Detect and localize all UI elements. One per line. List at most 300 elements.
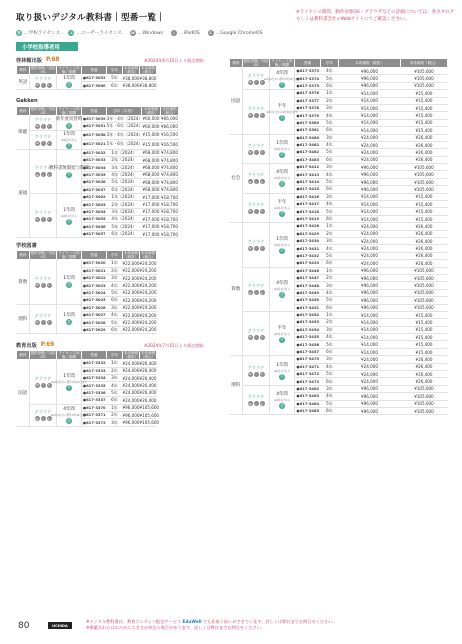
price-in-tax: ¥26,400 [401,252,448,259]
product-code: ●617-3374 [296,76,320,81]
product-code: ●617-3057 [82,232,106,237]
grade: 4年 [107,282,123,289]
grade: 4年 [321,289,339,296]
school-license-icon: 学 [67,172,71,177]
header-price-in: 本体価格（税込） [140,351,156,360]
price-ex-tax: ¥24,000 [339,230,401,237]
windows-icon: W [248,150,252,155]
price-in-tax: ¥24,200 [139,283,157,289]
license-cell [270,267,295,311]
os-icons [248,335,265,340]
ipados-icon: i [254,113,259,118]
price-ex-tax: ¥24,000 [339,223,401,230]
chromeos-icon: C [260,209,264,214]
price-in-tax: ¥18,700 [161,231,178,237]
grade: 6年 [321,82,339,89]
price-table [16,106,179,238]
price-ex-tax: ¥60,000 [142,116,160,122]
os-icons [248,113,265,118]
price-ex-tax: ¥14,000 [339,319,401,326]
license-term: 半年 [277,103,287,109]
price-ex-tax: ¥14,000 [339,90,401,97]
grade: 4年 [321,112,339,119]
price-ex-tax: ¥24,000 [122,383,140,389]
license-note: ※4月1日から翌年3月31日まで [50,414,88,418]
platform-cell [30,115,57,130]
price-ex-tax: ¥14,000 [339,112,401,119]
header-price-in: 本体価格（税込） [140,251,156,260]
price-ex-tax: ¥22,000 [122,297,140,303]
windows-icon: W [35,83,39,88]
ipados-icon: i [41,283,46,288]
price-ex-tax: ¥14,000 [339,334,401,341]
header-price-in: 本体価格（税込） [162,106,177,115]
price-in-tax: ¥26,400 [139,383,157,389]
product-code: ●617-3370 [82,405,106,410]
table-row [230,68,448,75]
header-note: ※ライセンス期間、動作対象OS・ブラウザなどの詳細については、各カタログもしくは教科書会社のWebサイトにてご確認ください。 [296,10,455,22]
product-code: ●617-3447 [296,276,320,281]
license-info [50,373,88,391]
grade: 3年 [321,193,339,200]
price-in-tax: ¥105,600 [401,393,448,400]
school-license-icon: 学 [280,152,284,157]
license-info [270,236,294,254]
grade: 4年 [321,393,339,400]
license-note: ※4月1日から [274,243,290,247]
page-ref: P.69 [40,342,55,349]
license-note: ※4月1日から [274,177,290,181]
price-in-tax: ¥24,200 [139,260,157,266]
footer-note-c: ※掲載されたはのために大きさが異なる場合があります。詳しくは弊社までお問合せください。 [86,625,266,630]
footer [0,606,462,644]
grade: 5年 [321,208,339,215]
windows-icon: W [248,113,252,118]
chromeos-icon: C [47,320,51,325]
price-ex-tax: ¥24,000 [122,397,140,403]
platform-cell [30,260,57,304]
platform-cell [243,356,270,386]
price-ex-tax: ¥22,000 [122,268,140,274]
grade: 5年（2024） [107,223,142,230]
cloud-platform [30,276,56,288]
product-code: ●617-3039 [82,116,106,121]
license-note: ※4月1日から翌年3月31日まで [50,380,88,384]
product-code: ●617-3052 [82,76,106,81]
grade: 6年 [321,127,339,134]
platform-cell [243,164,270,194]
table-row [17,149,179,156]
legend-item [68,30,122,36]
product-code: ●617-3446 [296,268,320,273]
price-ex-tax: ¥96,000 [339,171,401,178]
os-icons [35,172,52,177]
product-code: ●617-3034 [82,165,106,170]
product-code: ●617-3449 [296,290,320,295]
grade: 5年 [321,297,339,304]
chromeos-icon: C [260,372,264,377]
grade: 4年 [321,363,339,370]
grade: 3年 [321,104,339,111]
cloud-platform [30,76,56,88]
product-code: ●617-3415 [296,187,320,192]
price-ex-tax: ¥68,000 [142,165,160,171]
table-row [17,193,179,200]
price-in-tax: ¥15,400 [401,311,448,318]
windows-icon: W [248,179,252,184]
cloud-label: クラウド [34,312,52,318]
header-grade: 学年（年度） [107,106,142,115]
product-code: ●617-3375 [296,83,320,88]
grade: 4年 [107,311,123,318]
license-cell [270,385,295,415]
chromeos-icon: C [260,290,264,295]
price-ex-tax: ¥24,000 [339,260,401,267]
grade: 4年（2024） [107,171,142,178]
price-ex-tax: ¥24,000 [122,375,140,381]
header-platform: 提供形態／対応OS [30,66,56,74]
os-icons [248,150,265,155]
product-code: ●617-3419 [296,217,320,221]
windows-icon: W [35,416,39,421]
ipados-icon: i [254,372,259,377]
cloud-platform [30,313,56,325]
grade: 3年（2024） [107,164,142,171]
price-in-tax: ¥15,400 [401,215,448,222]
ipados-icon: i [41,416,46,421]
brand-logo: UCHIDA [48,622,72,629]
grade: 4年 [321,334,339,341]
windows-icon: W [248,401,252,406]
price-ex-tax: ¥96,000 [339,267,401,274]
table-row [17,304,157,311]
header-price-in: 本体価格（税込） [401,59,448,68]
price-ex-tax: ¥22,000 [122,312,140,318]
price-ex-tax: ¥96,000 [122,405,140,411]
header-grade: 学年 [107,351,123,360]
license-cell [270,164,295,194]
table-row [17,260,157,267]
price-ex-tax: ¥96,000 [339,164,401,171]
header-license: ライセンス形態／期間 [58,106,80,115]
price-ex-tax: ¥60,000 [142,123,160,129]
license-term: 教科書無償給与期間 [49,165,89,171]
license-cell [57,130,82,149]
cloud-label: クラウド [34,375,52,381]
grade: 6年（2024） [107,230,142,237]
cloud-label: クラウド [247,201,265,207]
grade: 6年（2024） [107,186,142,193]
price-in-tax: ¥26,400 [401,245,448,252]
header-subject: 教科 [17,251,30,260]
cloud-label: クラウド [34,165,52,171]
grade: 2年 [107,367,123,374]
price-in-tax: ¥105,600 [401,400,448,407]
school-license-icon: 学 [280,292,284,297]
cloud-platform [243,365,269,377]
price-ex-tax: ¥24,000 [122,390,140,396]
table-row [230,164,448,171]
product-code: ●617-3428 [296,224,320,229]
header-price-ex: 本体価格（税抜） [339,59,401,68]
grade: 1年（2024） [107,149,142,156]
product-code: ●617-3051 [82,124,106,129]
price-in-tax: ¥24,200 [139,327,157,333]
header-code: 型番 [82,106,107,115]
grade: 6年 [107,297,123,304]
product-code: ●617-3471 [296,364,320,369]
windows-icon: W [35,320,39,325]
license-cell [57,115,82,130]
school-license-icon: 学 [67,418,71,423]
price-in-tax: ¥24,200 [139,305,157,311]
grade: 3年 [321,237,339,244]
license-term: 4年間 [276,392,288,398]
price-ex-tax: ¥96,000 [339,186,401,193]
price-in-tax: ¥24,200 [139,312,157,318]
license-note: ※4月1日から9月30日まで [266,110,298,114]
price-in-tax: ¥26,400 [139,390,157,396]
subject-cell: 保健 [17,115,30,149]
school-license-icon: 学 [280,211,284,216]
price-ex-tax: ¥24,000 [122,360,140,366]
product-code: ●617-3002 [82,195,106,200]
header-license: ライセンス形態／期間 [58,66,80,74]
os-icons [248,290,265,295]
license-info [270,169,294,187]
os-icons [248,401,265,406]
school-license-icon: 学 [67,143,71,148]
grade: 3年 [321,164,339,171]
product-code: ●617-3377 [296,98,320,103]
price-ex-tax: ¥14,000 [339,193,401,200]
legend-icon: C [209,31,212,35]
price-ex-tax: ¥22,000 [122,283,140,289]
product-code: ●617-3023 [82,283,106,288]
license-info [270,140,294,158]
cloud-platform [243,239,269,251]
publisher-name: 学校図書 [16,242,37,249]
product-code: ●617-3482 [296,386,320,391]
price-in-tax: ¥74,800 [161,179,178,185]
price-ex-tax: ¥24,000 [339,252,401,259]
price-ex-tax: ¥22,000 [122,320,140,325]
price-ex-tax: ¥14,000 [339,104,401,111]
header-license: ライセンス形態／期間 [58,351,80,360]
price-ex-tax: ¥17,000 [142,231,160,237]
product-code: ●617-3378 [296,106,320,111]
price-in-tax: ¥15,400 [401,193,448,200]
chromeos-icon: C [260,335,264,340]
footer-note-b: でも非取り扱いができています。詳しくは弊社までお問合せください。 [202,619,337,624]
platform-cell [243,193,270,223]
price-ex-tax: ¥14,000 [339,311,401,318]
grade: 6年 [321,260,339,267]
chromeos-icon: C [260,179,264,184]
grade: 5年 [321,75,339,82]
cloud-platform [30,210,56,222]
license-note: ※4月1日から [274,369,290,373]
price-in-tax: ¥74,800 [161,165,178,171]
grade: 5年 [107,319,123,326]
table-row [17,360,157,367]
price-ex-tax: ¥96,000 [339,393,401,400]
grade: 6年 [321,304,339,311]
header-code: 型番 [82,66,107,75]
header-grade: 学年 [321,59,339,68]
product-code: ●617-3453 [296,320,320,325]
product-code: ●617-3024 [82,290,106,295]
legend-item [130,30,163,36]
chromeos-icon: C [260,113,264,118]
footer-note [86,619,416,631]
license-info [266,103,298,121]
license-info [57,131,81,149]
windows-icon: W [35,383,39,388]
price-ex-tax: ¥24,000 [339,378,401,385]
grade: 1年 [107,360,123,367]
product-code: ●617-3055 [82,217,106,222]
license-info [270,391,294,409]
license-cell [57,75,82,90]
school-license-icon: 学 [280,82,284,87]
license-note: ※4月1日から [274,332,290,336]
price-ex-tax: ¥24,000 [339,371,401,378]
ipados-icon: i [41,83,46,88]
price-ex-tax: ¥14,000 [339,97,401,104]
cloud-label: クラウド [34,75,52,81]
price-in-tax: ¥74,800 [161,187,178,193]
product-code: ●617-3456 [296,342,320,347]
os-icons [248,179,265,184]
windows-icon: W [248,372,252,377]
cloud-label: クラウド [247,172,265,178]
price-in-tax: ¥66,000 [161,123,178,129]
legend-text: …Windows [137,30,163,36]
product-code: ●617-3452 [296,313,320,318]
product-code: ●617-3454 [296,327,320,332]
product-code: ●617-3054 [82,209,106,214]
sale-note: ※2024年7月15日より販売開始 [144,343,204,349]
price-ex-tax: ¥24,000 [339,356,401,363]
price-in-tax: ¥24,200 [139,268,157,274]
cloud-label: クラウド [34,133,52,139]
table-row [230,311,448,318]
chromeos-icon: C [47,83,51,88]
price-in-tax: ¥26,400 [139,375,157,381]
price-in-tax: ¥26,400 [139,368,157,374]
price-in-tax: ¥26,400 [401,237,448,244]
table-row [230,385,448,392]
price-in-tax: ¥24,200 [139,290,157,296]
license-term: 4年間 [276,281,288,287]
header-subject: 教科 [230,59,243,68]
grade: 1年（2024） [107,193,142,200]
license-term: 半年 [277,199,287,205]
product-code: ●617-3429 [296,231,320,236]
price-ex-tax: ¥96,000 [339,407,401,414]
legend-icon: ユ [69,30,74,35]
cloud-label: クラウド [247,105,265,111]
price-ex-tax: ¥96,000 [339,82,401,89]
windows-icon: W [248,80,252,85]
license-info [50,406,88,424]
publisher-heading [16,341,216,349]
price-in-tax: ¥16,500 [161,140,179,150]
price-ex-tax: ¥14,000 [339,326,401,333]
os-icons [35,283,52,288]
header-license: ライセンス形態／期間 [271,59,293,67]
license-term: 新年度切替時 [55,117,83,123]
grade: 5年 [321,341,339,348]
os-icons [35,320,52,325]
grade: 5年・6年（2024） [107,140,142,150]
price-in-tax: ¥15,400 [401,341,448,348]
ipados-icon: i [41,217,46,222]
license-term: 1年間 [63,207,75,213]
section-band: 小学校指導者用 [16,42,78,51]
price-table [16,65,157,90]
product-code: ●617-3455 [296,335,320,340]
license-term: 4年間 [276,70,288,76]
grade: 4年 [321,201,339,208]
cloud-label: クラウド [247,238,265,244]
windows-icon: W [248,335,252,340]
license-info [270,199,294,217]
price-ex-tax: ¥96,000 [339,282,401,289]
legend-icon: W [130,31,135,35]
price-ex-tax: ¥68,000 [142,179,160,185]
license-note: ※4月1日から [274,399,290,403]
price-in-tax: ¥74,800 [161,157,178,163]
cloud-label: クラウド [34,116,52,122]
ipados-icon: i [254,290,259,295]
cloud-platform [243,106,269,118]
publisher-name: 啓林館出版 [16,57,42,64]
chromeos-icon: C [260,80,264,85]
platform-cell [30,130,57,149]
legend-item [16,30,60,36]
header-platform: 提供形態／対応OS [30,106,56,115]
product-code: ●617-3482 [296,150,320,155]
grade: 2年 [321,230,339,237]
table-row [17,404,157,411]
price-ex-tax: ¥22,000 [122,327,140,333]
os-icons [248,80,265,85]
cloud-label: クラウド [247,327,265,333]
grade: 5年 [321,119,339,126]
license-note: ※4月1日から [61,214,77,218]
price-ex-tax: ¥15,000 [142,130,161,140]
price-in-tax: ¥26,400 [401,230,448,237]
grade: 6年 [107,82,123,89]
product-code: ●617-3058 [82,130,107,140]
school-license-icon: 学 [280,403,284,408]
license-note: ※4月1日から [274,147,290,151]
legend-text: …iPadOS [178,30,200,36]
subject-cell: 社会 [230,134,243,223]
grade: 3年 [321,134,339,141]
grade: 3年・4年（2024） [106,115,143,121]
header-subject: 教科 [17,66,30,75]
platform-cell [243,311,270,355]
school-license-icon: 学 [67,385,71,390]
price-in-tax: ¥24,200 [139,297,157,303]
price-ex-tax: ¥38,000 [122,83,140,89]
price-in-tax: ¥26,400 [401,149,448,156]
product-code: ●617-3433 [296,261,320,266]
os-icons [35,141,52,146]
